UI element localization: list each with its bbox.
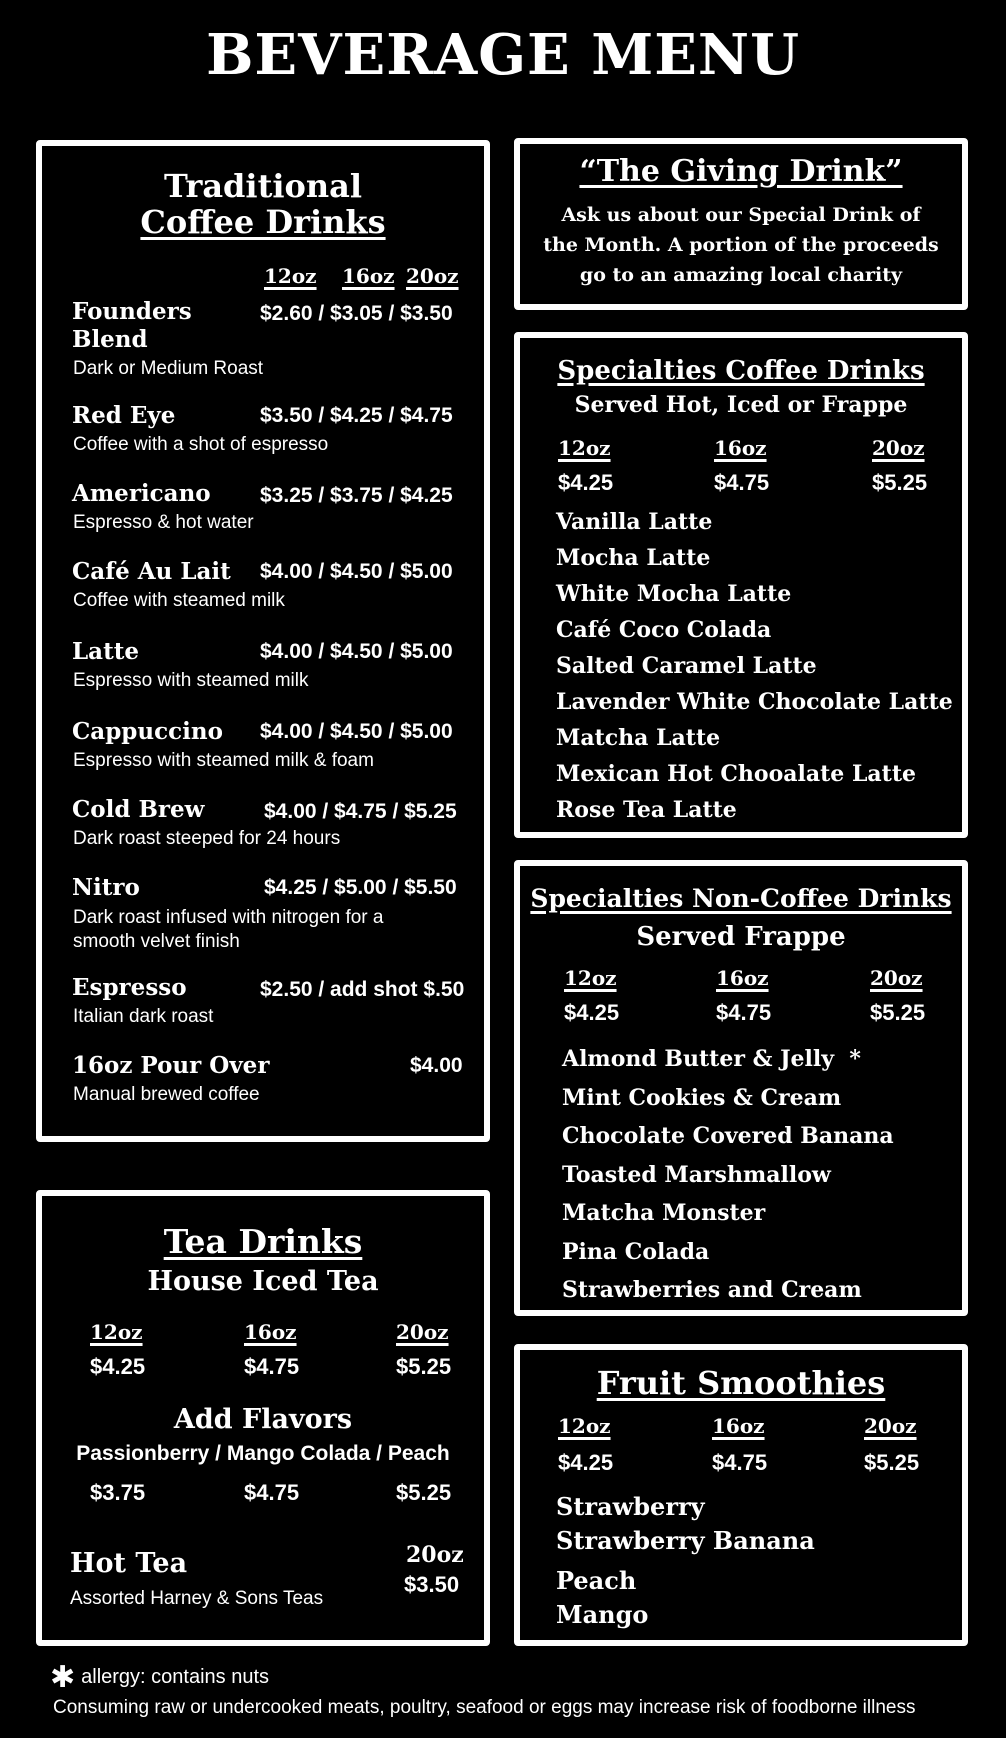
spc-price-20: $5.25 bbox=[872, 470, 928, 495]
item-name: Americano bbox=[72, 480, 211, 507]
item-name: Cappuccino bbox=[72, 718, 223, 745]
item-desc: Italian dark roast bbox=[73, 1006, 214, 1027]
smoothies-heading: Fruit Smoothies bbox=[596, 1364, 886, 1402]
tea-drinks-panel bbox=[36, 1190, 490, 1646]
specialties-coffee-heading: Specialties Coffee Drinks bbox=[557, 356, 925, 386]
snc-price-20: $5.25 bbox=[870, 1000, 926, 1025]
item-name: Cold Brew bbox=[72, 796, 205, 823]
item-desc: Espresso with steamed milk bbox=[73, 670, 309, 691]
spc-size-20: 20oz bbox=[872, 436, 925, 460]
snc-size-12: 12oz bbox=[564, 966, 617, 990]
smoothie-price-16: $4.75 bbox=[712, 1450, 768, 1475]
tea-subheading: House Iced Tea bbox=[147, 1266, 379, 1297]
giving-drink-panel bbox=[514, 138, 968, 310]
item-name: Espresso bbox=[72, 974, 187, 1001]
item-price: $3.50 / $4.25 / $4.75 bbox=[260, 404, 453, 427]
item-price: $4.00 / $4.50 / $5.00 bbox=[260, 560, 453, 583]
traditional-heading-line2: Coffee Drinks bbox=[140, 203, 386, 241]
drink-item: Rose Tea Latte bbox=[556, 797, 737, 823]
spc-size-12: 12oz bbox=[558, 436, 611, 460]
drink-item: Mint Cookies & Cream bbox=[562, 1084, 842, 1111]
item-desc-line2: smooth velvet finish bbox=[73, 931, 240, 952]
hot-tea-desc: Assorted Harney & Sons Teas bbox=[70, 1588, 324, 1609]
drink-item: Salted Caramel Latte bbox=[556, 653, 817, 679]
drink-item: Mocha Latte bbox=[556, 545, 711, 571]
allergy-note bbox=[50, 1660, 269, 1695]
smoothie-size-12: 12oz bbox=[558, 1414, 611, 1438]
item-desc-block bbox=[73, 906, 384, 954]
drink-item: Vanilla Latte bbox=[556, 509, 713, 535]
item-name: Café Au Lait bbox=[72, 558, 231, 585]
item-desc: Dark roast steeped for 24 hours bbox=[73, 828, 341, 849]
drink-item: Pina Colada bbox=[562, 1238, 710, 1265]
item-desc: Manual brewed coffee bbox=[73, 1084, 260, 1105]
drink-item: Chocolate Covered Banana bbox=[562, 1123, 894, 1149]
drink-item: Mexican Hot Chooalate Latte bbox=[556, 761, 916, 787]
item-desc: Espresso & hot water bbox=[73, 512, 254, 533]
snc-price-16: $4.75 bbox=[716, 1000, 772, 1025]
specialties-coffee-panel bbox=[514, 332, 968, 838]
spc-price-12: $4.25 bbox=[558, 470, 614, 495]
item-price: $2.60 / $3.05 / $3.50 bbox=[260, 302, 453, 325]
tea-price-12: $4.25 bbox=[90, 1354, 146, 1379]
traditional-size-12: 12oz bbox=[264, 264, 317, 288]
flavor-price-20: $5.25 bbox=[396, 1480, 452, 1505]
smoothie-size-16: 16oz bbox=[712, 1414, 765, 1438]
drink-item-allergen bbox=[562, 1040, 894, 1079]
drink-item: Peach bbox=[556, 1566, 637, 1595]
giving-line-2: the Month. A portion of the proceeds bbox=[543, 234, 939, 256]
specialties-noncoffee-subheading: Served Frappe bbox=[636, 922, 846, 952]
smoothie-size-20: 20oz bbox=[864, 1414, 917, 1438]
flavor-price-12: $3.75 bbox=[90, 1480, 146, 1505]
tea-size-16: 16oz bbox=[244, 1320, 297, 1344]
giving-heading: “The Giving Drink” bbox=[579, 154, 903, 189]
smoothie-price-12: $4.25 bbox=[558, 1450, 614, 1475]
hot-tea-size: 20oz bbox=[406, 1542, 464, 1568]
flavor-price-16: $4.75 bbox=[244, 1480, 300, 1505]
drink-item: Strawberries and Cream bbox=[562, 1277, 862, 1303]
asterisk-icon: ✱ bbox=[50, 1660, 76, 1695]
menu-title: BEVERAGE MENU bbox=[206, 22, 800, 88]
item-price: $4.00 / $4.50 / $5.00 bbox=[260, 720, 453, 743]
tea-heading: Tea Drinks bbox=[163, 1222, 363, 1261]
snc-size-20: 20oz bbox=[870, 966, 923, 990]
traditional-size-20: 20oz bbox=[406, 264, 459, 288]
drink-item: Toasted Marshmallow bbox=[562, 1161, 831, 1188]
item-desc: Dark or Medium Roast bbox=[73, 358, 264, 379]
traditional-size-16: 16oz bbox=[342, 264, 395, 288]
allergy-text: allergy: contains nuts bbox=[81, 1666, 270, 1688]
item-founders-blend bbox=[72, 298, 192, 354]
hot-tea-price: $3.50 bbox=[404, 1572, 460, 1597]
drink-item: Matcha Monster bbox=[562, 1200, 766, 1226]
item-name: 16oz Pour Over bbox=[72, 1052, 270, 1079]
drink-item: Mango bbox=[556, 1600, 649, 1629]
spc-size-16: 16oz bbox=[714, 436, 767, 460]
item-name: Nitro bbox=[72, 874, 140, 901]
snc-size-16: 16oz bbox=[716, 966, 769, 990]
specialties-noncoffee-heading: Specialties Non-Coffee Drinks bbox=[530, 884, 952, 913]
item-name-line2: Blend bbox=[72, 326, 148, 353]
specialties-noncoffee-panel bbox=[514, 860, 968, 1316]
tea-size-12: 12oz bbox=[90, 1320, 143, 1344]
item-name: Red Eye bbox=[72, 402, 176, 429]
snc-price-12: $4.25 bbox=[564, 1000, 620, 1025]
drink-item: Strawberry Banana bbox=[556, 1526, 815, 1555]
item-name: Latte bbox=[72, 638, 139, 665]
allergy-mark: * bbox=[849, 1046, 861, 1072]
traditional-coffee-panel bbox=[36, 140, 490, 1142]
drink-item: Matcha Latte bbox=[556, 725, 721, 751]
drink-item: Lavender White Chocolate Latte bbox=[556, 689, 953, 715]
item-price: $2.50 / add shot $.50 bbox=[260, 978, 465, 1001]
drink-item: Almond Butter & Jelly bbox=[562, 1046, 835, 1072]
smoothie-price-20: $5.25 bbox=[864, 1450, 920, 1475]
food-safety-disclaimer: Consuming raw or undercooked meats, poultry, seafood or eggs may increase risk of foodborne illness bbox=[53, 1697, 916, 1718]
drink-item: White Mocha Latte bbox=[556, 581, 792, 607]
drink-item: Café Coco Colada bbox=[556, 617, 772, 643]
flavors-list: Passionberry / Mango Colada / Peach bbox=[76, 1442, 450, 1465]
tea-price-16: $4.75 bbox=[244, 1354, 300, 1379]
item-price: $3.25 / $3.75 / $4.25 bbox=[260, 484, 453, 507]
drink-item: Strawberry bbox=[556, 1492, 705, 1521]
hot-tea-name: Hot Tea bbox=[70, 1548, 188, 1579]
item-price: $4.25 / $5.00 / $5.50 bbox=[264, 876, 457, 899]
item-price: $4.00 / $4.50 / $5.00 bbox=[260, 640, 453, 663]
traditional-heading-line1: Traditional bbox=[163, 167, 363, 205]
item-price: $4.00 bbox=[410, 1054, 463, 1077]
giving-line-1: Ask us about our Special Drink of bbox=[561, 204, 921, 226]
tea-price-20: $5.25 bbox=[396, 1354, 452, 1379]
item-desc: Coffee with a shot of espresso bbox=[73, 434, 329, 455]
tea-size-20: 20oz bbox=[396, 1320, 449, 1344]
specialties-coffee-subheading: Served Hot, Iced or Frappe bbox=[574, 392, 908, 418]
giving-line-3: go to an amazing local charity bbox=[579, 264, 903, 286]
spc-price-16: $4.75 bbox=[714, 470, 770, 495]
add-flavors-heading: Add Flavors bbox=[173, 1404, 353, 1435]
item-price: $4.00 / $4.75 / $5.25 bbox=[264, 800, 457, 823]
item-desc: Coffee with steamed milk bbox=[73, 590, 285, 611]
item-desc: Espresso with steamed milk & foam bbox=[73, 750, 374, 771]
item-name: Founders bbox=[72, 298, 192, 325]
fruit-smoothies-panel bbox=[514, 1344, 968, 1646]
item-desc: Dark roast infused with nitrogen for a bbox=[73, 907, 384, 928]
